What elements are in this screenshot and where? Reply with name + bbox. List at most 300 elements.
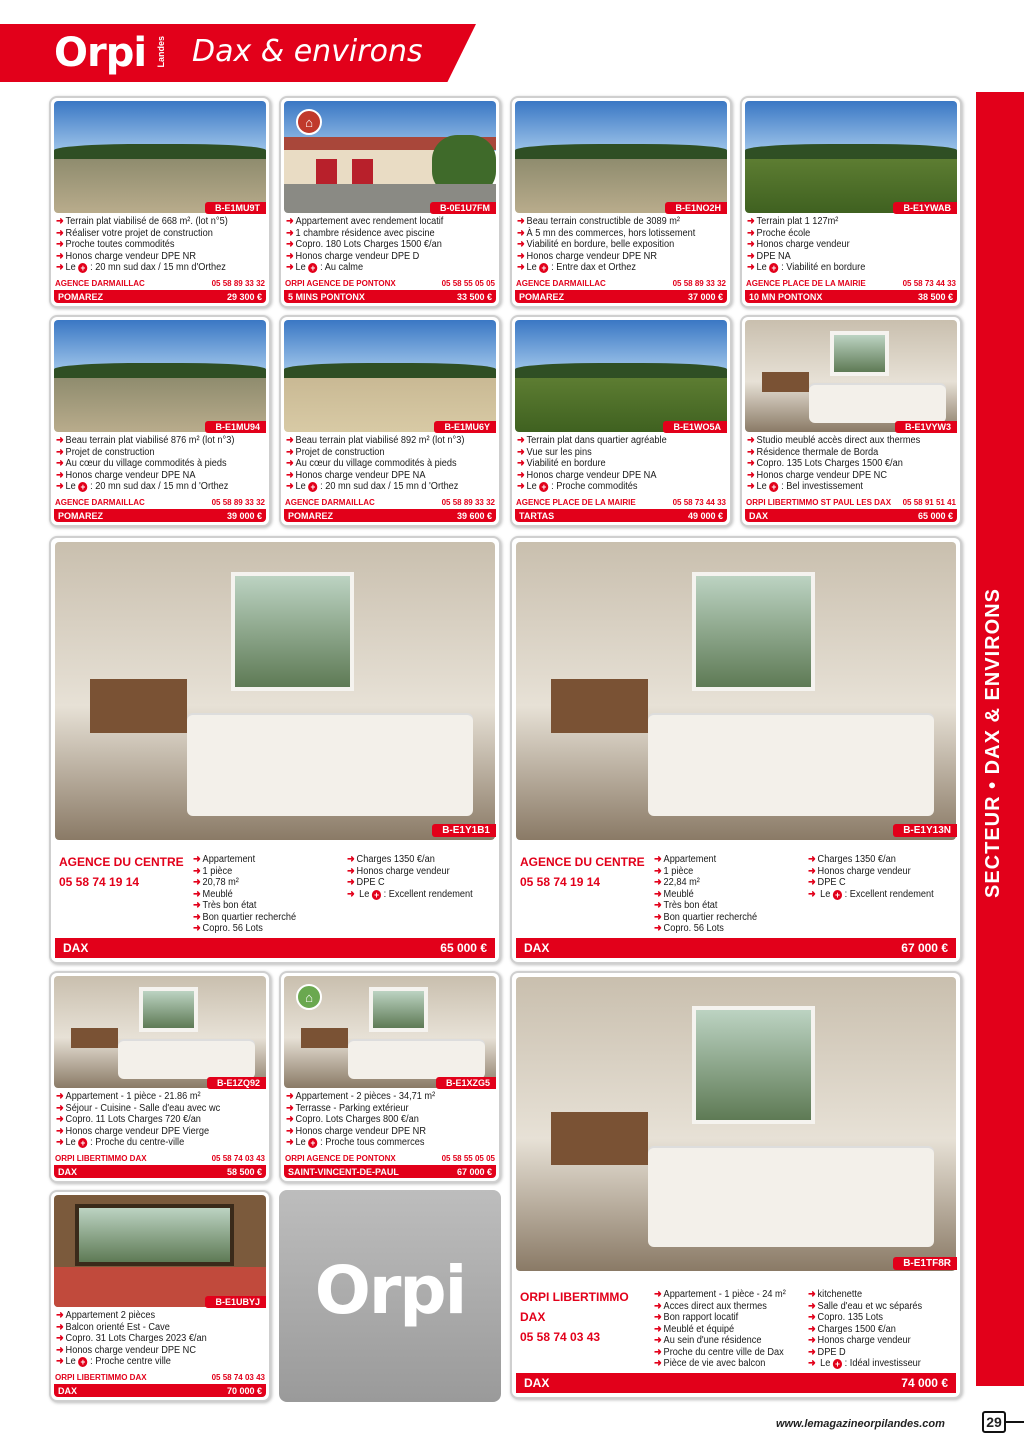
listing-photo[interactable] bbox=[515, 101, 727, 213]
agency-phone[interactable]: 05 58 89 33 32 bbox=[441, 498, 495, 507]
listing-photo[interactable] bbox=[516, 977, 956, 1271]
price-bar bbox=[284, 509, 496, 522]
arrow-icon: ➜ bbox=[286, 1114, 294, 1125]
feature-line: ➜ 22,84 m² bbox=[654, 877, 700, 888]
arrow-icon: ➜ bbox=[808, 1358, 816, 1369]
price-bar bbox=[54, 509, 266, 522]
arrow-icon: ➜ bbox=[808, 865, 816, 877]
feature-list bbox=[56, 435, 250, 493]
feature-line: ➜ Appartement - 2 pièces - 34,71 m² bbox=[286, 1091, 436, 1102]
plus-icon: + bbox=[833, 1359, 842, 1369]
listing-ref: B-E1WO5A bbox=[663, 421, 727, 433]
arrow-icon: ➜ bbox=[747, 469, 755, 481]
feature-line: ➜ Honos charge vendeur DPE NC bbox=[56, 1344, 196, 1356]
agency-phone[interactable]: 05 58 89 33 32 bbox=[672, 279, 726, 288]
feature-line: ➜ Honos charge vendeur bbox=[808, 1335, 911, 1346]
price-bar bbox=[516, 1373, 956, 1393]
agency-phone[interactable]: 05 58 91 51 41 bbox=[902, 498, 956, 507]
plus-icon: + bbox=[78, 1357, 87, 1367]
arrow-icon: ➜ bbox=[286, 216, 294, 227]
agency-phone[interactable]: 05 58 74 03 43 bbox=[211, 1373, 265, 1382]
arrow-icon: ➜ bbox=[286, 250, 294, 262]
feature-line: ➜ Très bon état bbox=[654, 900, 718, 911]
feature-line: ➜ 1 pièce bbox=[193, 865, 233, 877]
plus-icon: + bbox=[308, 263, 317, 273]
listing-card[interactable] bbox=[740, 315, 962, 527]
arrow-icon: ➜ bbox=[56, 239, 64, 250]
page-number-rule bbox=[1006, 1421, 1024, 1423]
arrow-icon: ➜ bbox=[654, 854, 662, 865]
feature-line: ➜ DPE NA bbox=[747, 250, 791, 262]
arrow-icon: ➜ bbox=[56, 469, 64, 481]
arrow-icon: ➜ bbox=[747, 446, 755, 458]
feature-line-highlight: ➜ Le + : Proche tous commerces bbox=[286, 1137, 425, 1148]
agency-name: AGENCE DARMAILLAC bbox=[516, 279, 606, 288]
feature-line: ➜ Projet de construction bbox=[56, 446, 155, 458]
feature-list bbox=[286, 1091, 448, 1149]
feature-line: ➜ Terrain plat 1 127m² bbox=[747, 216, 839, 227]
price: 38 500 € bbox=[917, 291, 953, 302]
feature-line-highlight: ➜ Le + : Proche centre ville bbox=[56, 1356, 171, 1367]
agency-line bbox=[516, 498, 726, 507]
feature-line: ➜ Au cœur du village commodités à pieds bbox=[56, 458, 227, 469]
arrow-icon: ➜ bbox=[286, 1091, 294, 1102]
feature-line: ➜ kitchenette bbox=[808, 1289, 863, 1300]
arrow-icon: ➜ bbox=[517, 469, 525, 481]
arrow-icon: ➜ bbox=[517, 435, 525, 446]
listing-photo[interactable] bbox=[284, 320, 496, 432]
agency-name: AGENCE DARMAILLAC bbox=[55, 498, 145, 507]
feature-line: ➜ 1 chambre résidence avec piscine bbox=[286, 227, 435, 239]
listing-card[interactable] bbox=[510, 315, 732, 527]
feature-list bbox=[517, 216, 711, 274]
plus-icon: + bbox=[308, 1138, 317, 1148]
listing-photo[interactable] bbox=[516, 542, 956, 840]
feature-line: ➜ Honos charge vendeur DPE NA bbox=[56, 469, 196, 481]
arrow-icon: ➜ bbox=[517, 216, 525, 227]
arrow-icon: ➜ bbox=[56, 1333, 64, 1344]
listing-ref: B-E1UBYJ bbox=[205, 1296, 266, 1308]
arrow-icon: ➜ bbox=[56, 1091, 64, 1102]
feature-line: ➜ 1 pièce bbox=[654, 865, 694, 877]
agency-name: ORPI LIBERTIMMO DAX bbox=[55, 1154, 147, 1163]
arrow-icon: ➜ bbox=[747, 227, 755, 239]
location: DAX bbox=[58, 1385, 78, 1396]
agency-name: AGENCE DU CENTRE bbox=[520, 855, 645, 869]
feature-line: ➜ 20,78 m² bbox=[193, 877, 239, 888]
arrow-icon: ➜ bbox=[56, 1344, 64, 1356]
listing-photo[interactable] bbox=[745, 320, 957, 432]
price-bar bbox=[284, 290, 496, 303]
arrow-icon: ➜ bbox=[193, 900, 201, 911]
arrow-icon: ➜ bbox=[286, 239, 294, 250]
feature-list bbox=[517, 435, 680, 493]
feature-line: ➜ Copro. Lots Charges 800 €/an bbox=[286, 1114, 419, 1125]
feature-line: ➜ Salle d'eau et wc séparés bbox=[808, 1300, 923, 1312]
feature-line: ➜ Copro. 135 Lots Charges 1500 €/an bbox=[747, 458, 903, 469]
listing-card[interactable] bbox=[279, 96, 501, 308]
feature-line-highlight: ➜ Le + : Au calme bbox=[286, 262, 364, 273]
agency-phone[interactable]: 05 58 74 19 14 bbox=[520, 875, 601, 889]
arrow-icon: ➜ bbox=[654, 1335, 662, 1346]
feature-line: ➜ Copro. 11 Lots Charges 720 €/an bbox=[56, 1114, 201, 1125]
home-badge-icon: ⌂ bbox=[296, 109, 322, 135]
price: 39 000 € bbox=[226, 510, 262, 521]
listing-ref: B-E1MU6Y bbox=[434, 421, 496, 433]
feature-line: ➜ Balcon orienté Est - Cave bbox=[56, 1321, 170, 1333]
listing-photo[interactable] bbox=[54, 320, 266, 432]
feature-line: ➜ Honos charge vendeur DPE NA bbox=[286, 469, 426, 481]
feature-line: ➜ Pièce de vie avec balcon bbox=[654, 1358, 766, 1369]
feature-line-highlight: ➜ Le + : 20 mn sud dax / 15 mn d 'Orthez bbox=[286, 481, 459, 492]
arrow-icon: ➜ bbox=[56, 435, 64, 446]
arrow-icon: ➜ bbox=[808, 854, 816, 865]
arrow-icon: ➜ bbox=[808, 877, 816, 888]
feature-line: ➜ Appartement bbox=[193, 854, 256, 865]
location: POMAREZ bbox=[288, 510, 333, 521]
listing-photo[interactable] bbox=[54, 976, 266, 1088]
arrow-icon: ➜ bbox=[286, 469, 294, 481]
feature-line: ➜ Proche du centre ville de Dax bbox=[654, 1346, 784, 1358]
arrow-icon: ➜ bbox=[193, 888, 201, 900]
feature-line: ➜ Bon quartier recherché bbox=[193, 911, 297, 923]
feature-line: ➜ Honos charge vendeur DPE NC bbox=[747, 469, 887, 481]
feature-line-highlight: ➜ Le + : Viabilité en bordure bbox=[747, 262, 866, 273]
agency-phone[interactable]: 05 58 73 44 33 bbox=[902, 279, 956, 288]
agency-block bbox=[59, 852, 184, 892]
listing-card-large[interactable] bbox=[510, 971, 962, 1399]
price: 70 000 € bbox=[226, 1385, 262, 1396]
arrow-icon: ➜ bbox=[747, 458, 755, 469]
feature-line: ➜ Vue sur les pins bbox=[517, 446, 592, 458]
arrow-icon: ➜ bbox=[193, 854, 201, 865]
plus-icon: + bbox=[769, 263, 778, 273]
listing-card[interactable] bbox=[49, 96, 271, 308]
arrow-icon: ➜ bbox=[517, 250, 525, 262]
arrow-icon: ➜ bbox=[56, 1356, 64, 1367]
listing-card[interactable] bbox=[49, 971, 271, 1183]
location: POMAREZ bbox=[58, 510, 103, 521]
logo-region: Landes bbox=[156, 36, 166, 68]
feature-line: ➜ Résidence thermale de Borda bbox=[747, 446, 879, 458]
feature-line: ➜ À 5 mn des commerces, hors lotissement bbox=[517, 227, 696, 239]
arrow-icon: ➜ bbox=[808, 1335, 816, 1346]
feature-line: ➜ Terrain plat dans quartier agréable bbox=[517, 435, 667, 446]
arrow-icon: ➜ bbox=[747, 262, 755, 273]
arrow-icon: ➜ bbox=[654, 900, 662, 911]
footer-url[interactable]: www.lemagazineorpilandes.com bbox=[776, 1418, 945, 1430]
feature-line: ➜ DPE C bbox=[347, 877, 385, 888]
location: POMAREZ bbox=[519, 291, 564, 302]
arrow-icon: ➜ bbox=[56, 1114, 64, 1125]
arrow-icon: ➜ bbox=[193, 923, 201, 934]
feature-line: ➜ Copro. 135 Lots bbox=[808, 1312, 884, 1323]
listing-photo[interactable] bbox=[745, 101, 957, 213]
agency-phone[interactable]: 05 58 73 44 33 bbox=[672, 498, 726, 507]
arrow-icon: ➜ bbox=[193, 911, 201, 923]
listing-photo[interactable] bbox=[55, 542, 495, 840]
agency-phone[interactable]: 05 58 74 19 14 bbox=[59, 875, 140, 889]
feature-line: ➜ Au sein d'une résidence bbox=[654, 1335, 762, 1346]
price: 67 000 € bbox=[456, 1166, 492, 1177]
arrow-icon: ➜ bbox=[56, 1125, 64, 1137]
feature-list bbox=[747, 216, 876, 274]
feature-line: ➜ Proche toutes commodités bbox=[56, 239, 175, 250]
feature-line: ➜ Honos charge vendeur DPE NR bbox=[286, 1125, 426, 1137]
agency-line bbox=[516, 279, 726, 288]
feature-line: ➜ Terrain plat viabilisé de 668 m². (lot n°5) bbox=[56, 216, 228, 227]
listing-ref: B-E1MU9T bbox=[205, 202, 266, 214]
agency-block bbox=[520, 1287, 629, 1347]
listing-ref: B-0E1U7FM bbox=[430, 202, 496, 214]
arrow-icon: ➜ bbox=[286, 481, 294, 492]
feature-list bbox=[747, 435, 935, 493]
listing-card[interactable] bbox=[279, 971, 501, 1183]
feature-line: ➜ Viabilité en bordure, belle exposition bbox=[517, 239, 675, 250]
arrow-icon: ➜ bbox=[286, 1125, 294, 1137]
arrow-icon: ➜ bbox=[286, 262, 294, 273]
plus-icon: + bbox=[769, 482, 778, 492]
feature-line: ➜ Réaliser votre projet de construction bbox=[56, 227, 213, 239]
page-number: 29 bbox=[982, 1411, 1006, 1433]
arrow-icon: ➜ bbox=[56, 1310, 64, 1321]
agency-phone[interactable]: 05 58 74 03 43 bbox=[211, 1154, 265, 1163]
arrow-icon: ➜ bbox=[808, 1312, 816, 1323]
arrow-icon: ➜ bbox=[347, 854, 355, 865]
agency-phone[interactable]: 05 58 55 05 05 bbox=[441, 279, 495, 288]
listing-ref: B-E1ZQ92 bbox=[207, 1077, 266, 1089]
listing-photo[interactable] bbox=[515, 320, 727, 432]
feature-line: ➜ Honos charge vendeur DPE NA bbox=[517, 469, 657, 481]
location: TARTAS bbox=[519, 510, 555, 521]
arrow-icon: ➜ bbox=[747, 435, 755, 446]
listing-card-large[interactable] bbox=[510, 536, 962, 964]
listing-card[interactable] bbox=[740, 96, 962, 308]
arrow-icon: ➜ bbox=[808, 888, 816, 900]
plus-icon: + bbox=[78, 1138, 87, 1148]
arrow-icon: ➜ bbox=[193, 877, 201, 888]
listing-card[interactable] bbox=[279, 315, 501, 527]
agency-block bbox=[520, 852, 645, 892]
feature-line: ➜ Copro. 180 Lots Charges 1500 €/an bbox=[286, 239, 442, 250]
listing-card[interactable] bbox=[49, 1190, 271, 1402]
feature-line: ➜ Copro. 56 Lots bbox=[193, 923, 263, 934]
arrow-icon: ➜ bbox=[517, 481, 525, 492]
plus-icon: + bbox=[372, 890, 381, 900]
feature-line-highlight: ➜ Le + : Entre dax et Orthez bbox=[517, 262, 636, 273]
price: 74 000 € bbox=[901, 1376, 948, 1390]
arrow-icon: ➜ bbox=[654, 923, 662, 934]
price: 29 300 € bbox=[226, 291, 262, 302]
feature-line: ➜ Honos charge vendeur DPE D bbox=[286, 250, 420, 262]
feature-line: ➜ Meublé et équipé bbox=[654, 1323, 735, 1335]
listing-ref: B-E1Y1B1 bbox=[432, 824, 496, 837]
arrow-icon: ➜ bbox=[654, 1346, 662, 1358]
price-bar bbox=[54, 1384, 266, 1397]
feature-line: ➜ Projet de construction bbox=[286, 446, 385, 458]
price: 65 000 € bbox=[440, 941, 487, 955]
price: 58 500 € bbox=[226, 1166, 262, 1177]
arrow-icon: ➜ bbox=[654, 1323, 662, 1335]
arrow-icon: ➜ bbox=[808, 1323, 816, 1335]
agency-name: AGENCE DU CENTRE bbox=[59, 855, 184, 869]
agency-name: ORPI LIBERTIMMO ST PAUL LES DAX bbox=[746, 498, 892, 507]
feature-line: ➜ Beau terrain constructible de 3089 m² bbox=[517, 216, 680, 227]
feature-list bbox=[193, 854, 305, 935]
location: POMAREZ bbox=[58, 291, 103, 302]
feature-line-highlight: ➜ Le + : Proche du centre-ville bbox=[56, 1137, 185, 1148]
arrow-icon: ➜ bbox=[286, 446, 294, 458]
listing-photo[interactable] bbox=[54, 1195, 266, 1307]
feature-line: ➜ Très bon état bbox=[193, 900, 257, 911]
location: 10 MN PONTONX bbox=[749, 291, 823, 302]
listing-ref: B-E1TF8R bbox=[893, 1257, 957, 1270]
arrow-icon: ➜ bbox=[517, 262, 525, 273]
listing-photo[interactable] bbox=[54, 101, 266, 213]
listing-ref: B-E1NO2H bbox=[665, 202, 727, 214]
feature-list bbox=[56, 1310, 220, 1368]
arrow-icon: ➜ bbox=[654, 865, 662, 877]
feature-list bbox=[286, 216, 457, 274]
agency-phone[interactable]: 05 58 89 33 32 bbox=[211, 279, 265, 288]
arrow-icon: ➜ bbox=[654, 1300, 662, 1312]
feature-line: ➜ Honos charge vendeur bbox=[347, 865, 450, 877]
price: 33 500 € bbox=[456, 291, 492, 302]
listing-card-large[interactable] bbox=[49, 536, 501, 964]
listing-photo[interactable] bbox=[284, 976, 496, 1088]
arrow-icon: ➜ bbox=[56, 216, 64, 227]
location: SAINT-VINCENT-DE-PAUL bbox=[288, 1166, 399, 1177]
feature-line: ➜ Appartement - 1 pièce - 24 m² bbox=[654, 1289, 786, 1300]
agency-line bbox=[285, 1154, 495, 1163]
feature-line-highlight: ➜ Le + : Idéal investisseur bbox=[808, 1358, 921, 1369]
agency-line bbox=[55, 498, 265, 507]
arrow-icon: ➜ bbox=[56, 262, 64, 273]
price-bar bbox=[515, 509, 727, 522]
feature-line-highlight: ➜ Le + : Excellent rendement bbox=[808, 888, 934, 900]
agency-line bbox=[55, 279, 265, 288]
listing-photo[interactable] bbox=[284, 101, 496, 213]
price-bar bbox=[284, 1165, 496, 1178]
feature-line: ➜ Terrasse - Parking extérieur bbox=[286, 1102, 409, 1114]
location: DAX bbox=[63, 941, 89, 955]
feature-line: ➜ Appartement bbox=[654, 854, 717, 865]
plus-icon: + bbox=[539, 482, 548, 492]
feature-line: ➜ Honos charge vendeur bbox=[808, 865, 911, 877]
feature-line: ➜ Charges 1350 €/an bbox=[808, 854, 896, 865]
agency-name: AGENCE DARMAILLAC bbox=[285, 498, 375, 507]
location: 5 MINS PONTONX bbox=[288, 291, 365, 302]
feature-line: ➜ Au cœur du village commodités à pieds bbox=[286, 458, 457, 469]
arrow-icon: ➜ bbox=[517, 227, 525, 239]
feature-line: ➜ Honos charge vendeur bbox=[747, 239, 850, 250]
listing-ref: B-E1Y13N bbox=[893, 824, 957, 837]
price-bar bbox=[515, 290, 727, 303]
arrow-icon: ➜ bbox=[747, 250, 755, 262]
feature-line: ➜ Charges 1500 €/an bbox=[808, 1323, 896, 1335]
listing-card[interactable] bbox=[510, 96, 732, 308]
arrow-icon: ➜ bbox=[56, 481, 64, 492]
feature-line: ➜ Séjour - Cuisine - Salle d'eau avec wc bbox=[56, 1102, 221, 1114]
listing-card[interactable] bbox=[49, 315, 271, 527]
arrow-icon: ➜ bbox=[654, 877, 662, 888]
agency-name: ORPI LIBERTIMMO DAX bbox=[55, 1373, 147, 1382]
feature-list-secondary bbox=[808, 854, 945, 900]
arrow-icon: ➜ bbox=[747, 216, 755, 227]
arrow-icon: ➜ bbox=[56, 458, 64, 469]
feature-list bbox=[286, 435, 480, 493]
arrow-icon: ➜ bbox=[56, 1137, 64, 1148]
arrow-icon: ➜ bbox=[347, 877, 355, 888]
arrow-icon: ➜ bbox=[286, 435, 294, 446]
feature-line: ➜ Charges 1350 €/an bbox=[347, 854, 435, 865]
feature-line: ➜ Appartement - 1 pièce - 21.86 m² bbox=[56, 1091, 201, 1102]
orpi-logo-text: Orpi bbox=[314, 1252, 466, 1329]
feature-line-highlight: ➜ Le + : Proche commodités bbox=[517, 481, 638, 492]
plus-icon: + bbox=[308, 482, 317, 492]
arrow-icon: ➜ bbox=[286, 1137, 294, 1148]
side-label: SECTEUR • DAX & ENVIRONS bbox=[982, 588, 1004, 898]
feature-line: ➜ Honos charge vendeur DPE NR bbox=[517, 250, 657, 262]
agency-city: DAX bbox=[520, 1310, 546, 1324]
agency-name: ORPI AGENCE DE PONTONX bbox=[285, 279, 396, 288]
plus-icon: + bbox=[833, 890, 842, 900]
location: DAX bbox=[524, 941, 550, 955]
agency-phone[interactable]: 05 58 55 05 05 bbox=[441, 1154, 495, 1163]
orpi-logo-tile bbox=[279, 1190, 501, 1402]
agency-name: ORPI LIBERTIMMO bbox=[520, 1290, 629, 1304]
arrow-icon: ➜ bbox=[654, 888, 662, 900]
feature-list bbox=[654, 854, 766, 935]
arrow-icon: ➜ bbox=[56, 446, 64, 458]
listing-ref: B-E1YWAB bbox=[893, 202, 957, 214]
agency-line bbox=[55, 1154, 265, 1163]
arrow-icon: ➜ bbox=[747, 481, 755, 492]
feature-line: ➜ Copro. 31 Lots Charges 2023 €/an bbox=[56, 1333, 207, 1344]
arrow-icon: ➜ bbox=[808, 1289, 816, 1300]
feature-line: ➜ Meublé bbox=[193, 888, 233, 900]
location: DAX bbox=[58, 1166, 78, 1177]
location: DAX bbox=[524, 1376, 550, 1390]
price-bar bbox=[516, 938, 956, 958]
home-badge-icon: ⌂ bbox=[296, 984, 322, 1010]
arrow-icon: ➜ bbox=[517, 446, 525, 458]
arrow-icon: ➜ bbox=[517, 458, 525, 469]
agency-phone[interactable]: 05 58 74 03 43 bbox=[520, 1330, 601, 1344]
plus-icon: + bbox=[78, 482, 87, 492]
price: 37 000 € bbox=[687, 291, 723, 302]
agency-line bbox=[285, 498, 495, 507]
arrow-icon: ➜ bbox=[654, 1289, 662, 1300]
price-bar bbox=[54, 290, 266, 303]
feature-line: ➜ Meublé bbox=[654, 888, 694, 900]
arrow-icon: ➜ bbox=[286, 458, 294, 469]
plus-icon: + bbox=[539, 263, 548, 273]
agency-phone[interactable]: 05 58 89 33 32 bbox=[211, 498, 265, 507]
arrow-icon: ➜ bbox=[654, 1358, 662, 1369]
agency-name: AGENCE PLACE DE LA MAIRIE bbox=[746, 279, 866, 288]
feature-line: ➜ Appartement avec rendement locatif bbox=[286, 216, 444, 227]
feature-line-highlight: ➜ Le + : Bel investissement bbox=[747, 481, 863, 492]
feature-line: ➜ Beau terrain plat viabilisé 876 m² (lot n°3) bbox=[56, 435, 235, 446]
agency-name: ORPI AGENCE DE PONTONX bbox=[285, 1154, 396, 1163]
feature-line: ➜ Copro. 56 Lots bbox=[654, 923, 724, 934]
feature-line: ➜ Honos charge vendeur DPE NR bbox=[56, 250, 196, 262]
arrow-icon: ➜ bbox=[654, 1312, 662, 1323]
arrow-icon: ➜ bbox=[808, 1300, 816, 1312]
feature-line-highlight: ➜ Le + : Excellent rendement bbox=[347, 888, 473, 900]
arrow-icon: ➜ bbox=[808, 1346, 816, 1358]
